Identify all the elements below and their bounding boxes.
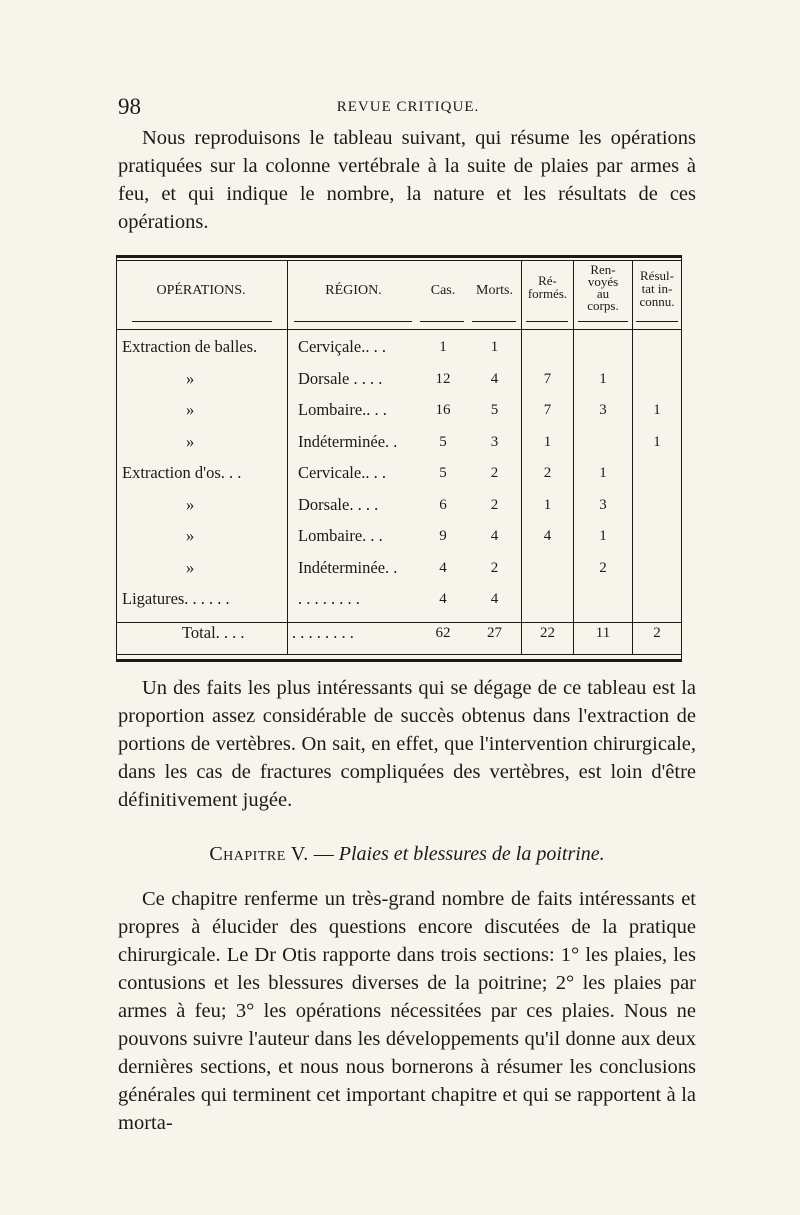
table-row-cas: 5 [439, 433, 447, 450]
header-underline-reformes [526, 321, 568, 322]
header-underline-operations [132, 321, 272, 322]
table-row-morts: 2 [490, 496, 499, 513]
header-underline-morts [472, 321, 516, 322]
table-row-cas: 12 [435, 370, 451, 387]
total-inconnu: 2 [653, 625, 661, 641]
table-row-operation: » [186, 431, 195, 451]
table-row-operation: Extraction d'os. . . [122, 463, 242, 482]
header-cas: Cas. [430, 283, 456, 298]
table-row-operation: » [186, 557, 195, 577]
intro-paragraph-text: Nous reproduisons le tableau suivant, qui résume les opérations pratiquées sur la colonne vertébrale à la suite de plaies par armes à feu, et qui indique le nombre, la nature et les résultats de ces opérations. [118, 127, 696, 233]
total-region: . . . . . . . . [292, 623, 354, 642]
table-row-operation: » [186, 400, 195, 419]
table-top-rule-inner [116, 260, 682, 261]
header-morts: Morts. [476, 283, 513, 298]
table-row-cas: 5 [439, 465, 447, 481]
table-row-cas: 6 [439, 496, 447, 513]
running-title: REVUE CRITIQUE. [336, 99, 480, 115]
table-row-morts: 4 [490, 591, 499, 607]
total-cas: 62 [435, 625, 451, 641]
header-region: RÉGION. [325, 283, 382, 298]
table-row-morts: 4 [490, 528, 499, 544]
table-row-region: Indéterminée. . [298, 431, 398, 451]
chapter-heading [118, 843, 696, 866]
header-resultat-line1: Résul- [640, 268, 674, 283]
header-reformes-line2: formés. [527, 286, 568, 301]
header-underline-renvoyes [578, 321, 628, 322]
col-divider-region [287, 261, 288, 654]
table-row-inconnu: 1 [653, 433, 661, 450]
table-row-cas: 1 [439, 339, 447, 355]
table-row-renvoyes: 3 [599, 402, 607, 418]
table-row-renvoyes: 2 [599, 559, 607, 576]
header-renvoyes-line3: au [596, 286, 610, 301]
table-row-reformes: 1 [543, 433, 552, 450]
header-underline-inconnu [636, 321, 678, 322]
table-top-rule [116, 255, 682, 258]
col-divider-inconnu [632, 261, 633, 654]
header-underline-cas [420, 321, 464, 322]
header-renvoyes-line4: corps. [587, 298, 619, 313]
total-renvoyes: 11 [595, 625, 611, 641]
table-row-morts: 2 [490, 465, 499, 481]
table-row-region: Lombaire. . . [298, 526, 383, 545]
total-morts: 27 [487, 625, 502, 641]
table-row-region: Indéterminée. . [298, 557, 398, 577]
table-row-reformes: 4 [543, 528, 552, 544]
table-row-operation: » [186, 494, 195, 514]
table-row-renvoyes: 1 [599, 465, 607, 481]
table-row-cas: 4 [439, 559, 447, 576]
table-row-operation: » [186, 526, 195, 545]
header-renvoyes-line1: Ren- [590, 262, 616, 277]
table-row-operation: Ligatures. . . . . . [122, 589, 230, 608]
table-row-operation: Extraction de balles. [122, 337, 258, 356]
table-row-region: Dorsale. . . . [298, 494, 379, 514]
table-bottom-rule [116, 659, 682, 662]
operations-table [116, 255, 682, 665]
table-row-morts: 2 [490, 559, 499, 576]
header-resultat-line2: tat in- [641, 281, 673, 296]
chapter-label: Chapitre V. [209, 843, 309, 865]
table-row-cas: 16 [435, 402, 451, 418]
col-divider-reformes [521, 261, 522, 654]
table-row-reformes: 2 [543, 465, 552, 481]
total-label: Total. . . . [182, 623, 245, 642]
chapter-dash: — [313, 843, 334, 865]
chapter-paragraph-text: Ce chapitre renferme un très-grand nombre de faits intéressants et propres à élucider des questions encore discutées de la pratique chirurgicale. Le Dr Otis rapporte dans trois sections: 1° les plaies, les contusions et les blessures diverses de la poitrine; 2° les plaies par armes à feu; 3° les opérations nécessitées par ces plaies. Nous ne pouvons suivre l'auteur dans les développements qu'il donne aux deux dernières sections, et nous nous bornerons à résumer les conclusions générales qui terminent cet important chapitre et qui se rapportent à la morta- [118, 888, 696, 1134]
header-operations: OPÉRATIONS. [156, 283, 246, 298]
analysis-paragraph [118, 674, 696, 814]
header-resultat-line3: connu. [639, 294, 675, 309]
col-divider-renvoyes [573, 261, 574, 654]
header-underline-region [294, 321, 412, 322]
table-right-border [681, 255, 682, 662]
table-row-cas: 4 [439, 591, 447, 607]
table-row-morts: 4 [490, 370, 499, 387]
chapter-paragraph [118, 885, 696, 1137]
page-number: 98 [118, 94, 141, 119]
table-row-reformes: 7 [543, 370, 552, 387]
table-row-region: Dorsale . . . . [298, 368, 383, 388]
intro-paragraph [118, 124, 696, 236]
table-row-inconnu: 1 [653, 402, 661, 418]
table-row-morts: 1 [490, 339, 499, 355]
table-row-morts: 5 [490, 402, 499, 418]
table-row-operation: » [186, 368, 195, 388]
table-row-region: Lombaire.. . . [298, 400, 387, 419]
header-renvoyes-line2: voyés [587, 274, 619, 289]
total-reformes: 22 [540, 625, 555, 641]
table-row-reformes: 1 [543, 496, 552, 513]
table-row-morts: 3 [490, 433, 499, 450]
analysis-paragraph-text: Un des faits les plus intéressants qui se dégage de ce tableau est la proportion assez considérable de succès obtenus dans l'extraction de portions de vertèbres. On sait, en effet, que l'intervention chirurgicale, dans les cas de fractures compliquées des vertèbres, est loin d'être définitivement jugée. [118, 677, 696, 811]
table-row-renvoyes: 3 [599, 496, 607, 513]
table-row-region: . . . . . . . . [298, 589, 360, 608]
table-row-region: Cervicale.. . . [298, 463, 386, 482]
table-row-region: Cerviçale.. . . [298, 337, 386, 356]
table-row-renvoyes: 1 [599, 528, 607, 544]
page-header [118, 94, 698, 124]
table-bottom-rule-inner [116, 654, 682, 655]
header-bottom-rule [116, 329, 682, 330]
header-reformes-line1: Ré- [538, 273, 557, 288]
table-row-cas: 9 [439, 528, 447, 544]
table-row-reformes: 7 [543, 402, 552, 418]
table-left-border [116, 255, 117, 662]
table-row-renvoyes: 1 [599, 370, 607, 387]
chapter-title: Plaies et blessures de la poitrine. [338, 843, 605, 865]
